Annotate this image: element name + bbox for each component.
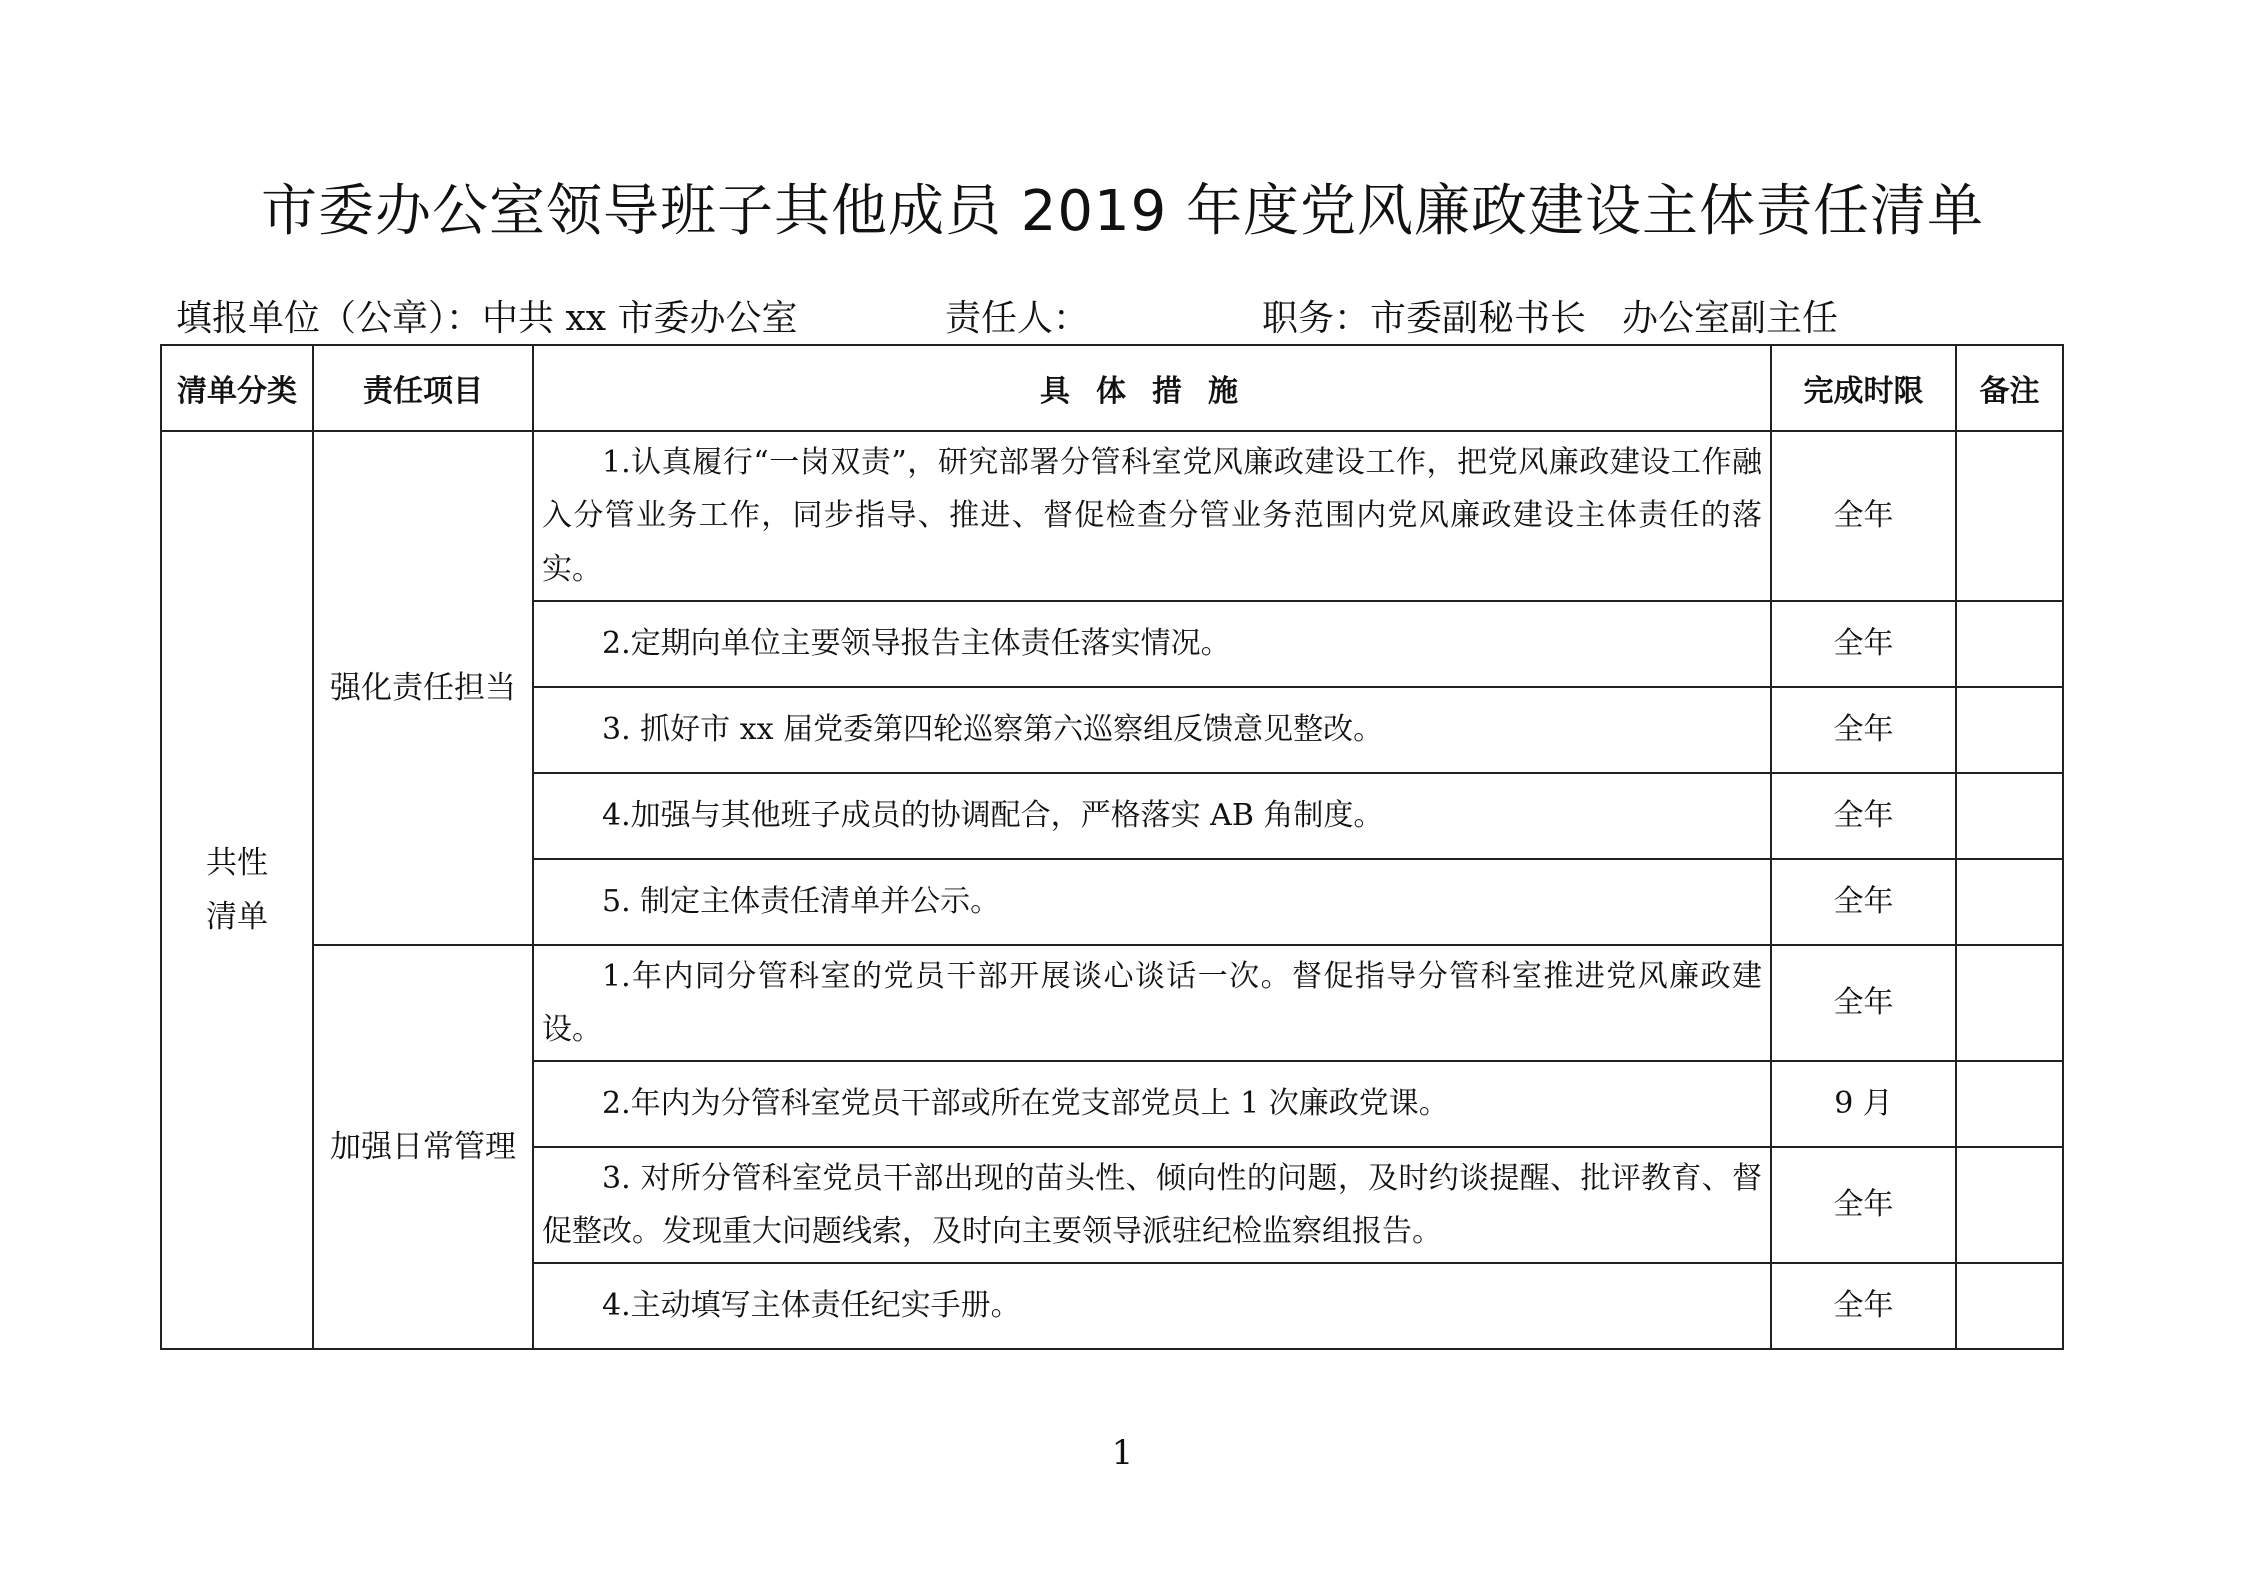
- page-number: 1: [1111, 1433, 1134, 1473]
- measure-cell: [533, 1061, 1771, 1147]
- category-cell: [161, 431, 313, 1349]
- deadline-cell: 全年: [1771, 773, 1956, 859]
- header-measures: 具体措施: [533, 345, 1771, 431]
- measure-cell: [533, 945, 1771, 1061]
- header-remark: 备注: [1956, 345, 2063, 431]
- measure-cell: [533, 687, 1771, 773]
- measure-text: 4.加强与其他班子成员的协调配合，严格落实 AB 角制度。: [602, 798, 1384, 834]
- remark-cell: [1956, 945, 2063, 1061]
- measure-text: 3. 抓好市 xx 届党委第四轮巡察第六巡察组反馈意见整改。: [602, 712, 1384, 748]
- remark-cell: [1956, 687, 2063, 773]
- remark-cell: [1956, 1147, 2063, 1263]
- position: 职务：市委副秘书长 办公室副主任: [1262, 298, 1839, 339]
- remark-cell: [1956, 1061, 2063, 1147]
- remark-cell: [1956, 773, 2063, 859]
- deadline-cell: 全年: [1771, 601, 1956, 687]
- deadline-cell: 全年: [1771, 1147, 1956, 1263]
- reporting-unit: 填报单位（公章）：中共 xx 市委办公室: [176, 298, 798, 339]
- item-cell: 加强日常管理: [313, 945, 533, 1349]
- table-row: [161, 431, 2063, 601]
- measure-text: 2.年内为分管科室党员干部或所在党支部党员上 1 次廉政党课。: [602, 1086, 1449, 1122]
- measure-text: 2.定期向单位主要领导报告主体责任落实情况。: [602, 626, 1231, 662]
- deadline-cell: 全年: [1771, 687, 1956, 773]
- table-row: [161, 945, 2063, 1061]
- deadline-cell: 全年: [1771, 859, 1956, 945]
- measure-cell: [533, 1147, 1771, 1263]
- measure-text: 1.年内同分管科室的党员干部开展谈心谈话一次。督促指导分管科室推进党风廉政建设。: [542, 958, 1762, 1047]
- deadline-cell: 全年: [1771, 1263, 1956, 1349]
- remark-cell: [1956, 601, 2063, 687]
- deadline-cell: 9 月: [1771, 1061, 1956, 1147]
- remark-cell: [1956, 859, 2063, 945]
- item-cell: 强化责任担当: [313, 431, 533, 945]
- remark-cell: [1956, 1263, 2063, 1349]
- header-item: 责任项目: [313, 345, 533, 431]
- remark-cell: [1956, 431, 2063, 601]
- measure-text: 5. 制定主体责任清单并公示。: [602, 884, 1001, 920]
- measure-cell: [533, 859, 1771, 945]
- measure-cell: [533, 431, 1771, 601]
- measure-cell: [533, 601, 1771, 687]
- deadline-cell: 全年: [1771, 431, 1956, 601]
- form-meta: [0, 290, 2245, 340]
- measure-text: 1.认真履行“一岗双责”，研究部署分管科室党风廉政建设工作，把党风廉政建设工作融入分管业务工作，同步指导、推进、督促检查分管业务范围内党风廉政建设主体责任的落实。: [542, 444, 1762, 587]
- measure-cell: [533, 773, 1771, 859]
- document-title: 市委办公室领导班子其他成员 2019 年度党风廉政建设主体责任清单: [260, 179, 1985, 244]
- measure-text: 4.主动填写主体责任纪实手册。: [602, 1288, 1021, 1324]
- table-header-row: [161, 345, 2063, 431]
- deadline-cell: 全年: [1771, 945, 1956, 1061]
- header-category: 清单分类: [161, 345, 313, 431]
- category-line: 清单: [206, 899, 268, 935]
- responsible-person: 责任人：: [945, 298, 1090, 339]
- responsibility-table: [160, 344, 2064, 1350]
- measure-cell: [533, 1263, 1771, 1349]
- measure-text: 3. 对所分管科室党员干部出现的苗头性、倾向性的问题，及时约谈提醒、批评教育、督促整改。发现重大问题线索，及时向主要领导派驻纪检监察组报告。: [542, 1160, 1762, 1249]
- header-deadline: 完成时限: [1771, 345, 1956, 431]
- category-line: 共性: [206, 844, 268, 881]
